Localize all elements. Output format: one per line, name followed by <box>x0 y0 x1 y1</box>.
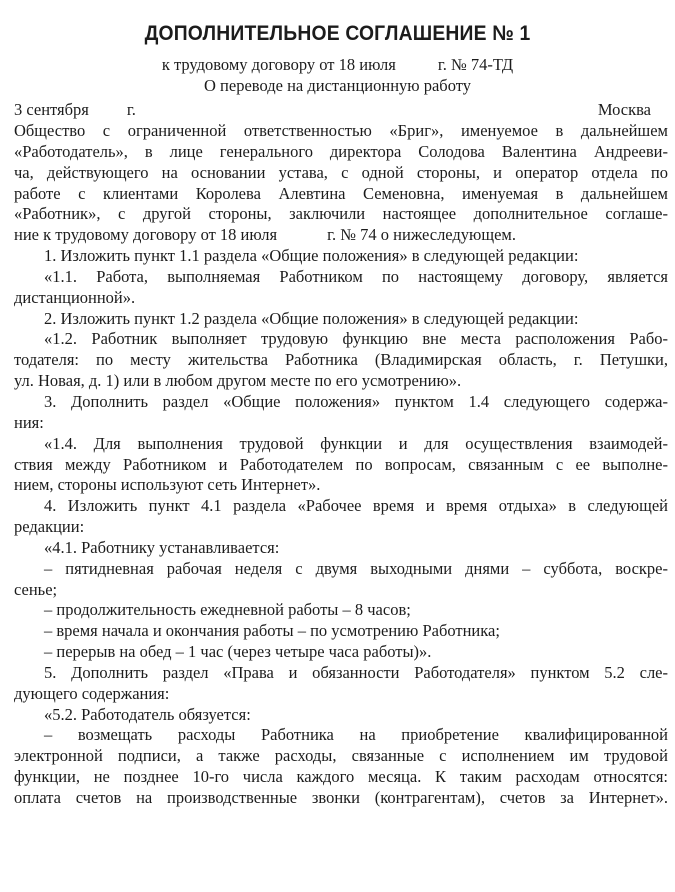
document-title: ДОПОЛНИТЕЛЬНОЕ СОГЛАШЕНИЕ № 1 <box>144 22 531 45</box>
text-line: ча, действующего на основании устава, с одной стороны, и оператор отдела по <box>14 162 668 182</box>
item-line: «4.1. Работнику устанавливается: <box>44 537 280 557</box>
text-line: «Работник», с другой стороны, заключили настоящее дополнительное соглаше- <box>14 204 668 224</box>
item-line: – перерыв на обед – 1 час (через четыре часа работы)». <box>44 642 432 662</box>
contract-line-number: г. № 74 о нижеследующем. <box>327 225 516 245</box>
item-line: 4. Изложить пункт 4.1 раздела «Рабочее время и время отдыха» в следующей <box>44 496 668 516</box>
item-line: дующего содержания: <box>14 683 170 703</box>
text-line <box>14 225 668 246</box>
item-line: – продолжительность ежедневной работы – 8 часов; <box>44 600 411 620</box>
item-line: 3. Дополнить раздел «Общие положения» пунктом 1.4 следующего содержа- <box>44 391 668 411</box>
item-line: дистанционной». <box>14 287 136 307</box>
document-subject: О переводе на дистанционную работу <box>204 76 471 95</box>
contract-reference-text: к трудовому договору от 18 июля <box>161 55 396 74</box>
item-line: тодателя: по месту жительства Работника (Владимирская область, г. Петушки, <box>14 350 668 370</box>
contract-line-text: ние к трудовому договору от 18 июля <box>14 225 278 245</box>
contract-number: г. № 74-ТД <box>437 55 514 74</box>
item-line: оплата счетов на производственные звонки (контрагентам), счетов за Интернет». <box>14 788 668 807</box>
item-line: 1. Изложить пункт 1.1 раздела «Общие положения» в следующей редакции: <box>44 246 579 266</box>
item-line: 5. Дополнить раздел «Права и обязанности Работодателя» пунктом 5.2 сле- <box>44 662 668 682</box>
item-line: – пятидневная рабочая неделя с двумя выходными днями – суббота, воскре- <box>44 558 668 578</box>
item-line: нием, стороны используют сеть Интернет». <box>14 475 321 495</box>
text-line: работе с клиентами Королева Алевтина Семеновна, именуемая в дальнейшем <box>14 183 668 203</box>
item-line: «5.2. Работодатель обязуется: <box>44 704 251 724</box>
item-line: – возмещать расходы Работника на приобретение квалифицированной <box>44 725 668 745</box>
item-line: редакции: <box>14 517 85 537</box>
item-line: ствия между Работником и Работодателем по вопросам, связанным с ее выполне- <box>14 454 668 474</box>
item-line: «1.1. Работа, выполняемая Работником по настоящему договору, является <box>44 266 668 286</box>
item-line: электронной подписи, а также расходы, связанные с исполнением им трудовой <box>14 746 668 766</box>
document-date: 3 сентября <box>14 100 89 119</box>
date-line <box>14 100 651 120</box>
item-line: 2. Изложить пункт 1.2 раздела «Общие положения» в следующей редакции: <box>44 308 579 328</box>
item-line: ния: <box>14 412 44 432</box>
item-line: сенье; <box>14 579 58 599</box>
text-line: «Работодатель», в лице генерального директора Солодова Валентина Андрееви- <box>14 141 668 161</box>
item-line: «1.4. Для выполнения трудовой функции и для осуществления взаимодей- <box>44 433 668 453</box>
item-line: ул. Новая, д. 1) или в любом другом месте по его усмотрению». <box>14 371 462 391</box>
date-suffix: г. <box>126 100 136 119</box>
item-line: функции, не позднее 10-го числа каждого месяца. К таким расходам относятся: <box>14 767 668 787</box>
item-line: «1.2. Работник выполняет трудовую функцию вне места расположения Рабо- <box>44 329 668 349</box>
item-line: – время начала и окончания работы – по усмотрению Работника; <box>44 621 500 641</box>
contract-reference <box>0 55 675 75</box>
text-line: Общество с ограниченной ответственностью «Бриг», именуемое в дальнейшем <box>14 121 668 140</box>
document-body <box>14 121 668 809</box>
document-city: Москва <box>597 100 651 119</box>
